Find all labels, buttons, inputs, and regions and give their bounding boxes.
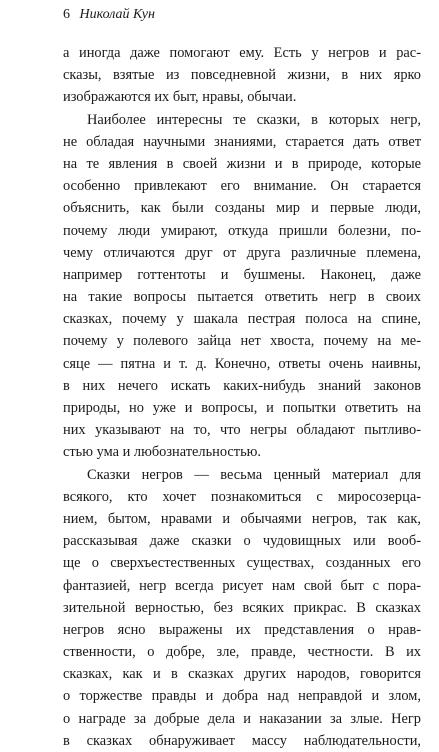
text-line: рассказывая даже сказки о чудовищных или вооб- [63, 533, 421, 550]
text-line: негров ясно выражены их представления о нрав- [63, 621, 421, 638]
text-line: особенно привлекают его внимание. Он старается [63, 178, 421, 195]
text-line: них указывают на то, что негры обладают пытливо- [63, 422, 421, 439]
text-line: стью ума и любознательностью. [63, 444, 261, 461]
text-line: чему отличаются друг от друга различные племена, [63, 244, 421, 261]
text-line: на те явления в своей жизни и в природе, которые [63, 155, 421, 172]
page-number: 6 [63, 7, 70, 22]
text-line: в сказках обнаруживает массу наблюдательности, [63, 732, 421, 749]
paragraph [63, 42, 421, 109]
text-line: сказы, взятые из повседневной жизни, в них ярко [63, 67, 421, 84]
text-line: в них нечего искать каких-нибудь знаний законов [63, 377, 421, 394]
text-line: сказках, почему у шакала пестрая полоса на спине, [63, 311, 421, 328]
text-line: изображаются их быт, нравы, обычаи. [63, 89, 297, 106]
text-line: ственности, о добре, зле, правде, честности. В их [63, 644, 421, 661]
text-line: фантазией, негр всегда рисует нам свой быт с пора- [63, 577, 421, 594]
text-line: на такие вопросы пытается ответить негр в своих [63, 289, 421, 306]
text-line: всякого, кто хочет познакомиться с миросозерца- [63, 488, 421, 505]
text-line: например готтентоты и бушмены. Наконец, даже [63, 266, 421, 283]
paragraph [63, 109, 421, 464]
text-line: о награде за добрые дела и наказании за злые. Негр [63, 710, 421, 727]
text-line: о торжестве правды и добра над неправдой и злом, [63, 688, 421, 705]
text-line: сказках, как и в сказках других народов, говорится [63, 666, 421, 683]
body-text [63, 42, 421, 752]
text-line: сяце — пятна и т. д. Конечно, ответы очень наивны, [63, 355, 421, 372]
text-line: зительной верностью, без всяких прикрас. В сказках [63, 599, 421, 616]
text-line: ще о сверхъестественных существах, созданных его [63, 555, 421, 572]
text-line: а иногда даже помогают ему. Есть у негров и рас- [63, 45, 421, 61]
text-line: Наиболее интересны те сказки, в которых негр, [87, 111, 421, 128]
running-head [63, 6, 155, 24]
text-line: природы, но уже и вопросы, и попытки ответить на [63, 400, 421, 416]
text-line: Сказки негров — весьма ценный материал для [87, 466, 421, 483]
paragraph [63, 464, 421, 752]
text-line: не обладая научными знаниями, старается дать ответ [63, 133, 421, 150]
text-line: объяснить, как были созданы мир и первые люди, [63, 200, 421, 217]
author-name: Николай Кун [79, 7, 155, 22]
text-line: почему у полевого зайца нет хвоста, почему на ме- [63, 333, 421, 350]
text-line: нием, бытом, нравами и обычаями негров, так как, [63, 510, 421, 527]
text-line: почему люди умирают, откуда пришли болезни, по- [63, 222, 421, 239]
